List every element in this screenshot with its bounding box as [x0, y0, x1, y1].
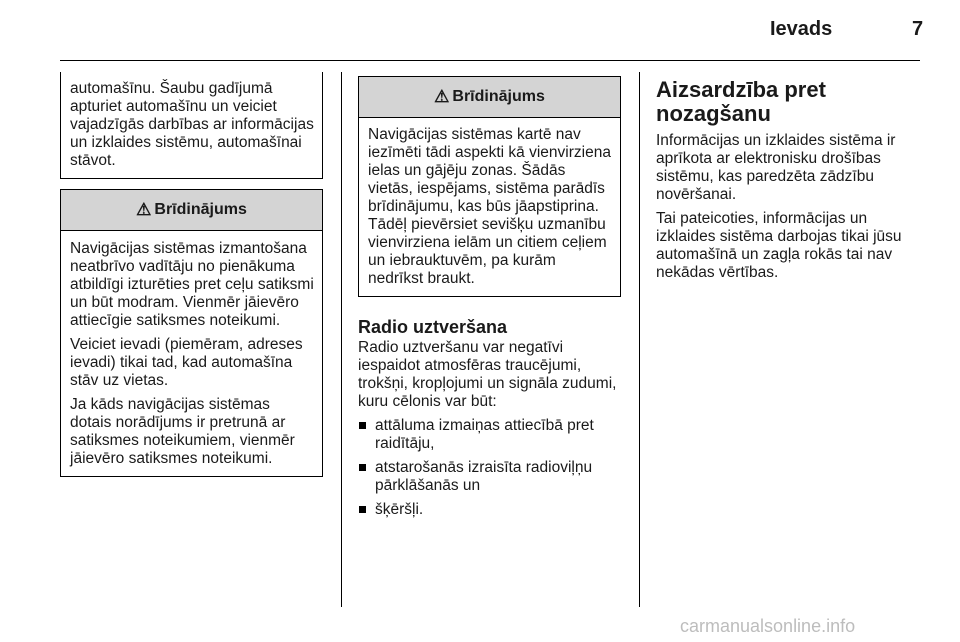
column-1 [60, 72, 323, 477]
header-divider [60, 60, 920, 61]
column-divider-1 [341, 72, 342, 607]
warning-paragraph: Navigācijas sistēmas izmantošana neatbrīvo vadītāju no pienākuma atbildīgi izturēties pret ceļu satiksmi un būt modram. Vienmēr jāievēro attiecīgie satiksmes noteikumi. [70, 240, 314, 329]
section-intro: Radio uztveršanu var negatīvi iespaidot atmosfēras traucējumi, trokšņi, kropļojumi un signāla zudumi, kuru cēlonis var būt: [358, 339, 617, 410]
chapter-title: Ievads [770, 18, 833, 40]
continued-box [60, 72, 323, 179]
bullet-icon [359, 422, 366, 429]
paragraph: Tai pateicoties, informācijas un izklaides sistēma darbojas tikai jūsu automašīnā un zagļa rokās tai nav nekādas vērtības. [656, 210, 902, 281]
warning-header [61, 190, 322, 231]
warning-triangle-icon: ⚠ [434, 87, 450, 106]
list-item-text: attāluma izmaiņas attiecībā pret raidītāju, [375, 417, 594, 452]
bullet-list [358, 417, 621, 519]
column-3 [656, 78, 918, 288]
warning-paragraph: Navigācijas sistēmas kartē nav iezīmēti tādi aspekti kā vienvirziena ielas un gājēju zonas. Šādās vietās, iespējams, sistēma parādīs brīdinājumu, kas būs jāapstiprina. Tādēļ pievērsiet sevišķu uzmanību vienvirziena ielām un citiem ceļiem un iebrauktuvēm, pa kurām nedrīkst braukt. [368, 126, 611, 287]
list-item [358, 417, 621, 453]
column-divider-2 [639, 72, 640, 607]
continued-text: automašīnu. Šaubu gadījumā apturiet automašīnu un veiciet vajadzīgās darbības ar informācijas un izklaides sistēmu, automašīnai stāvot. [70, 80, 314, 169]
list-item [358, 459, 621, 495]
warning-title: Brīdinājums [452, 88, 545, 105]
section-heading: Aizsardzība pret nozagšanu [656, 77, 826, 126]
bullet-icon [359, 506, 366, 513]
bullet-icon [359, 464, 366, 471]
paragraph: Informācijas un izklaides sistēma ir aprīkota ar elektronisku drošības sistēmu, kas paredzēta zādzību novēršanai. [656, 132, 896, 203]
warning-box [60, 189, 323, 477]
warning-header [359, 77, 620, 118]
column-2 [358, 76, 621, 525]
warning-paragraph: Ja kāds navigācijas sistēmas dotais norādījums ir pretrunā ar satiksmes noteikumiem, vienmēr jāievēro satiksmes noteikumi. [70, 396, 295, 467]
radio-section [358, 317, 621, 519]
warning-title: Brīdinājums [154, 201, 247, 218]
watermark: carmanualsonline.info [680, 616, 856, 636]
warning-box [358, 76, 621, 297]
warning-triangle-icon: ⚠ [136, 200, 152, 219]
list-item-text: atstarošanās izraisīta radioviļņu pārklāšanās un [375, 459, 593, 494]
list-item-text: šķēršļi. [375, 501, 424, 518]
list-item [358, 501, 621, 519]
section-heading: Radio uztveršana [358, 317, 508, 337]
warning-paragraph: Veiciet ievadi (piemēram, adreses ievadi) tikai tad, kad automašīna stāv uz vietas. [70, 336, 303, 389]
page-number: 7 [912, 18, 924, 40]
